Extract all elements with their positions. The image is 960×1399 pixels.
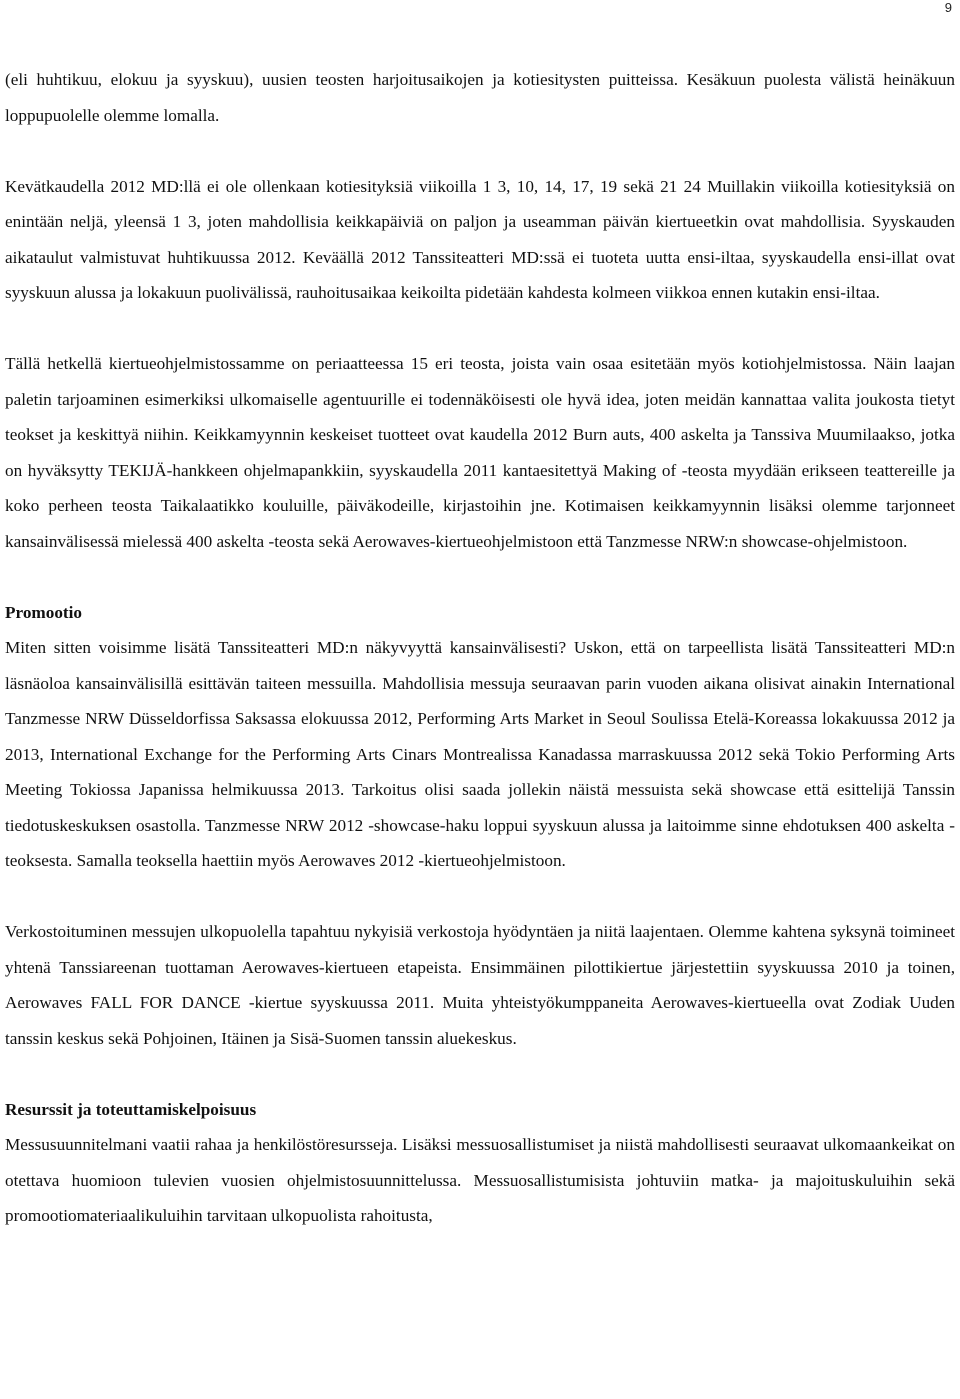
section-heading-promootio: Promootio bbox=[5, 602, 83, 622]
page-number: 9 bbox=[944, 0, 952, 15]
spacer bbox=[5, 1056, 955, 1092]
document-body bbox=[5, 62, 955, 1234]
spacer bbox=[5, 133, 955, 169]
section-heading-resurssit: Resurssit ja toteuttamiskelpoisuus bbox=[5, 1099, 257, 1119]
spacer bbox=[5, 559, 955, 595]
spacer bbox=[5, 311, 955, 347]
paragraph-networking: Verkostoituminen messujen ulkopuolella tapahtuu nykyisiä verkostoja hyödyntäen ja niitä laajentaen. Olemme kahtena syksynä toimineet yhtenä Tanssiareenan tuottaman Aerowaves-kiertueen etapeista. Ensimmäinen pilottikiertue järjestettiin syyskuussa 2010 ja toinen, Aerowaves FALL FOR DANCE -kiertue syyskuussa 2011. Muita yhteistyökumppaneita Aerowaves-kiertueella ovat Zodiak Uuden tanssin keskus sekä Pohjoinen, Itäinen ja Sisä-Suomen tanssin aluekeskus. bbox=[5, 922, 955, 1048]
paragraph-intro: (eli huhtikuu, elokuu ja syyskuu), uusien teosten harjoitusaikojen ja kotiesitysten puitteissa. Kesäkuun puolesta välistä heinäkuun loppupuolelle olemme lomalla. bbox=[5, 70, 955, 125]
paragraph-touring-repertoire: Tällä hetkellä kiertueohjelmistossamme on periaatteessa 15 eri teosta, joista vain osaa esitetään myös kotiohjelmistossa. Näin laajan paletin tarjoaminen esimerkiksi ulkomaiselle agentuurille ei todennäköisesti ole hyvä idea, joten meidän kannattaa valita joukosta tietyt teokset ja keskittyä niihin. Keikkamyynnin keskeiset tuotteet ovat kaudella 2012 Burn auts, 400 askelta ja Tanssiva Muumilaakso, jotka on hyväksytty TEKIJÄ-hankkeen ohjelmapankkiin, syyskaudella 2011 kantaesitettyä Making of -teosta myydään erikseen teattereille ja koko perheen teosta Taikalaatikko kouluille, päiväkodeille, kirjastoihin jne. Kotimaisen keikkamyynnin lisäksi olemme tarjonneet kansainvälisessä mielessä 400 askelta -teosta sekä Aerowaves-kiertueohjelmistoon että Tanzmesse NRW:n showcase-ohjelmistoon. bbox=[5, 354, 955, 551]
paragraph-resources: Messusuunnitelmani vaatii rahaa ja henkilöstöresursseja. Lisäksi messuosallistumiset ja niistä mahdollisesti seuraavat ulkomaankeikat on otettava huomioon tulevien vuosien ohjelmistosuunnittelussa. Messuosallistumisista johtuviin matka- ja majoituskuluihin sekä promootiomateriaalikuluihin tarvitaan ulkopuolista rahoitusta, bbox=[5, 1135, 955, 1225]
paragraph-spring-season: Kevätkaudella 2012 MD:llä ei ole ollenkaan kotiesityksiä viikoilla 1 3, 10, 14, 17, 19 sekä 21 24 Muillakin viikoilla kotiesityksiä on enintään neljä, yleensä 1 3, joten mahdollisia keikkapäiviä on paljon ja useamman päivän kiertueetkin ovat mahdollisia. Syyskauden aikataulut valmistuvat huhtikuussa 2012. Keväällä 2012 Tanssiteatteri MD:ssä ei tuoteta uutta ensi-iltaa, syyskaudella ensi-illat ovat syyskuun alussa ja lokakuun puolivälissä, rauhoitusaikaa keikoilta pidetään kahdesta kolmeen viikkoa ennen kutakin ensi-iltaa. bbox=[5, 176, 955, 302]
spacer bbox=[5, 879, 955, 915]
paragraph-promotion: Miten sitten voisimme lisätä Tanssiteatteri MD:n näkyvyyttä kansainvälisesti? Uskon, että on tarpeellista lisätä Tanssiteatteri MD:n läsnäoloa kansainvälisillä esittävän taiteen messuilla. Mahdollisia messuja seuraavan parin vuoden aikana olisivat ainakin International Tanzmesse NRW Düsseldorfissa Saksassa elokuussa 2012, Performing Arts Market in Seoul Soulissa Etelä-Koreassa lokakuussa 2012 ja 2013, International Exchange for the Performing Arts Cinars Montrealissa Kanadassa marraskuussa 2012 sekä Tokio Performing Arts Meeting Tokiossa Japanissa helmikuussa 2013. Tarkoitus olisi saada jollekin näistä messuista sekä showcase että esittelijä Tanssin tiedotuskeskuksen osastolla. Tanzmesse NRW 2012 -showcase-haku loppui syyskuun alussa ja laitoimme sinne ehdotuksen 400 askelta -teoksesta. Samalla teoksella haettiin myös Aerowaves 2012 -kiertueohjelmistoon. bbox=[5, 638, 955, 870]
